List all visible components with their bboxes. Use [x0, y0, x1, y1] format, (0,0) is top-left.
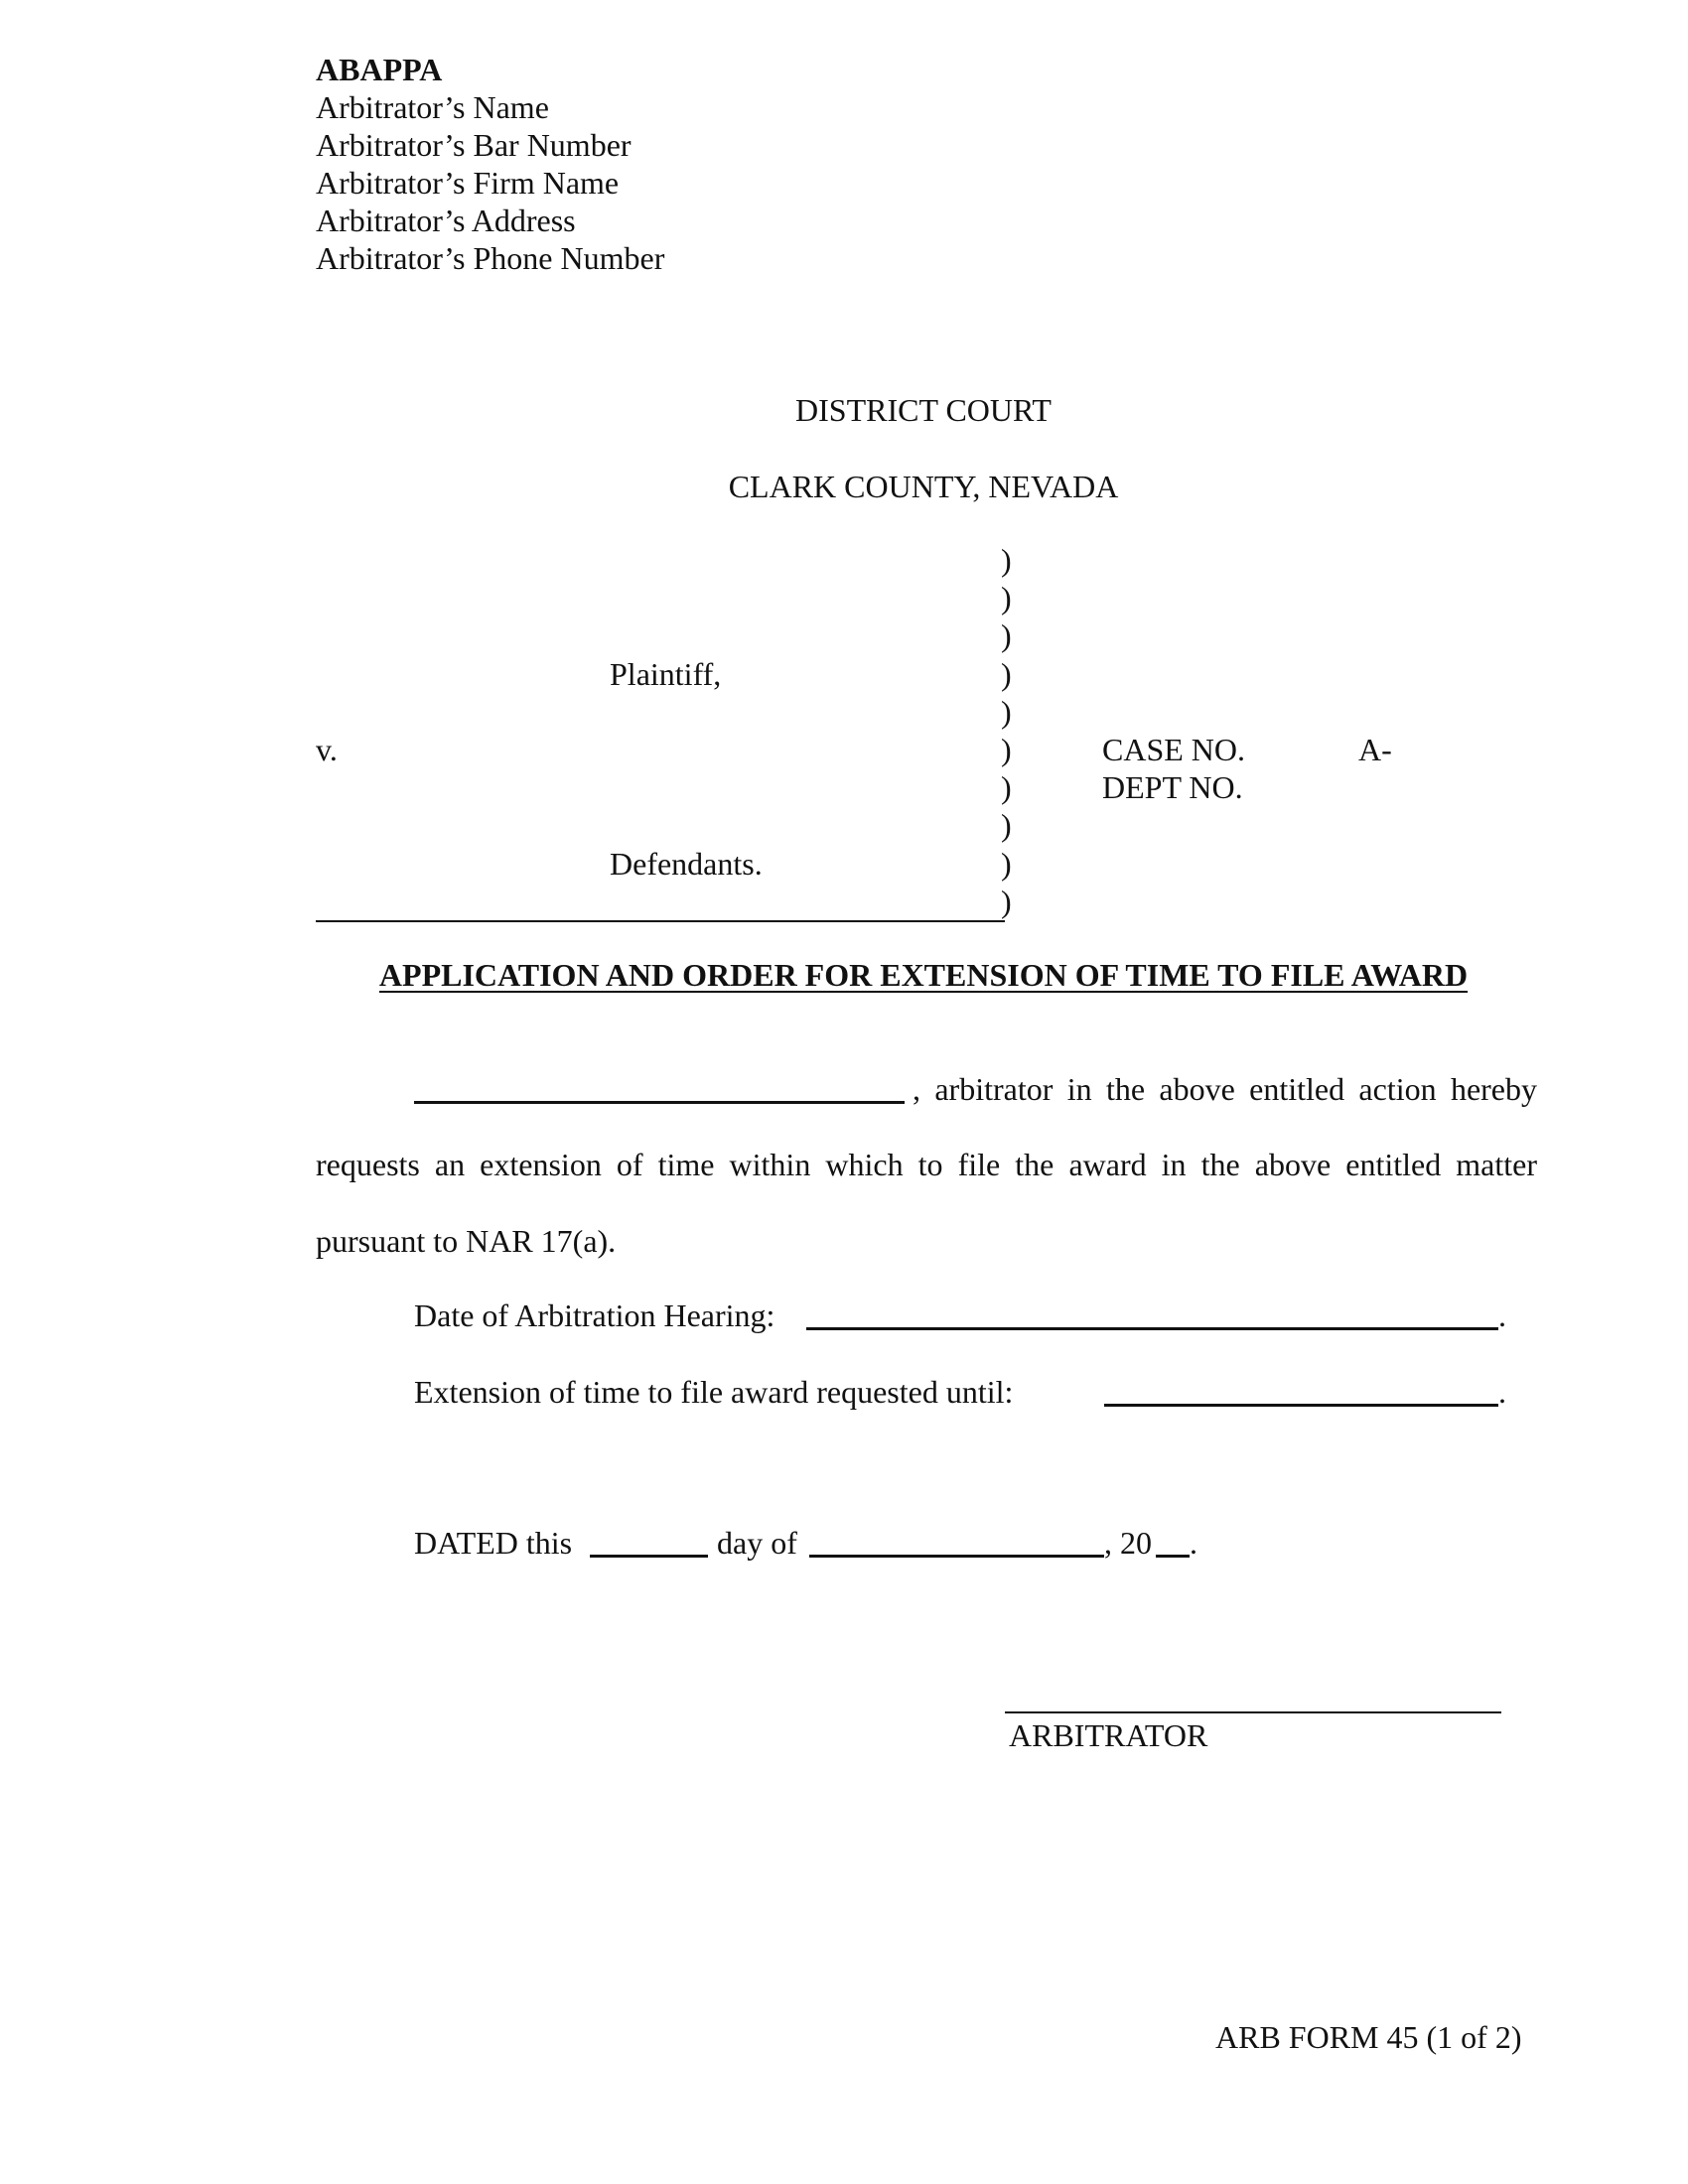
- dated-year-prefix: , 20: [1104, 1525, 1152, 1561]
- extension-date-label: Extension of time to file award requested until:: [414, 1374, 1014, 1410]
- caption-paren: ): [1001, 845, 1012, 882]
- org-name: ABAPPA: [316, 52, 443, 87]
- arbitrator-bar-number-line: Arbitrator’s Bar Number: [316, 127, 632, 163]
- case-no-value: A-: [1358, 732, 1392, 767]
- dated-year-blank[interactable]: [1156, 1555, 1190, 1558]
- dated-prefix: DATED this: [414, 1525, 573, 1561]
- caption-underline: [316, 920, 1005, 922]
- plaintiff-label: Plaintiff,: [610, 656, 722, 692]
- caption-paren: ): [1001, 883, 1012, 919]
- hearing-date-period: .: [1498, 1297, 1506, 1333]
- caption-paren: ): [1001, 617, 1012, 654]
- caption-paren: ): [1001, 807, 1012, 844]
- arbitrator-firm-name-line: Arbitrator’s Firm Name: [316, 165, 620, 201]
- arbitrator-phone-line: Arbitrator’s Phone Number: [316, 240, 665, 276]
- hearing-date-blank[interactable]: [806, 1327, 1498, 1330]
- arbitrator-name-blank[interactable]: [414, 1101, 905, 1104]
- defendants-label: Defendants.: [610, 846, 763, 882]
- body-line-3: pursuant to NAR 17(a).: [316, 1223, 617, 1259]
- court-name: DISTRICT COURT: [795, 392, 1052, 428]
- versus-label: v.: [316, 732, 338, 767]
- signature-label: ARBITRATOR: [1009, 1717, 1208, 1753]
- caption-paren: ): [1001, 655, 1012, 692]
- dated-day-blank[interactable]: [590, 1555, 708, 1558]
- court-county: CLARK COUNTY, NEVADA: [728, 469, 1119, 504]
- case-no-label: CASE NO.: [1102, 732, 1246, 767]
- body-line-2: requests an extension of time within which to file the award in the above entitled matter: [316, 1147, 1537, 1182]
- dated-day-of: day of: [717, 1525, 797, 1561]
- extension-date-blank[interactable]: [1104, 1404, 1498, 1407]
- caption-paren: ): [1001, 731, 1012, 767]
- arbitrator-address-line: Arbitrator’s Address: [316, 203, 576, 238]
- arbitrator-name-line: Arbitrator’s Name: [316, 89, 549, 125]
- dated-month-blank[interactable]: [809, 1555, 1104, 1558]
- caption-paren: ): [1001, 542, 1012, 578]
- caption-paren: ): [1001, 769, 1012, 806]
- signature-line[interactable]: [1005, 1711, 1501, 1713]
- caption-parentheses: [1001, 541, 1012, 920]
- body-line-1: , arbitrator in the above entitled action hereby: [913, 1071, 1537, 1107]
- hearing-date-label: Date of Arbitration Hearing:: [414, 1297, 775, 1333]
- caption-paren: ): [1001, 693, 1012, 730]
- document-title: APPLICATION AND ORDER FOR EXTENSION OF TIME TO FILE AWARD: [378, 957, 1469, 993]
- dated-end: .: [1190, 1525, 1197, 1561]
- dept-no-label: DEPT NO.: [1102, 769, 1243, 805]
- extension-date-period: .: [1498, 1374, 1506, 1410]
- caption-paren: ): [1001, 580, 1012, 616]
- form-id: ARB FORM 45 (1 of 2): [1215, 2019, 1522, 2055]
